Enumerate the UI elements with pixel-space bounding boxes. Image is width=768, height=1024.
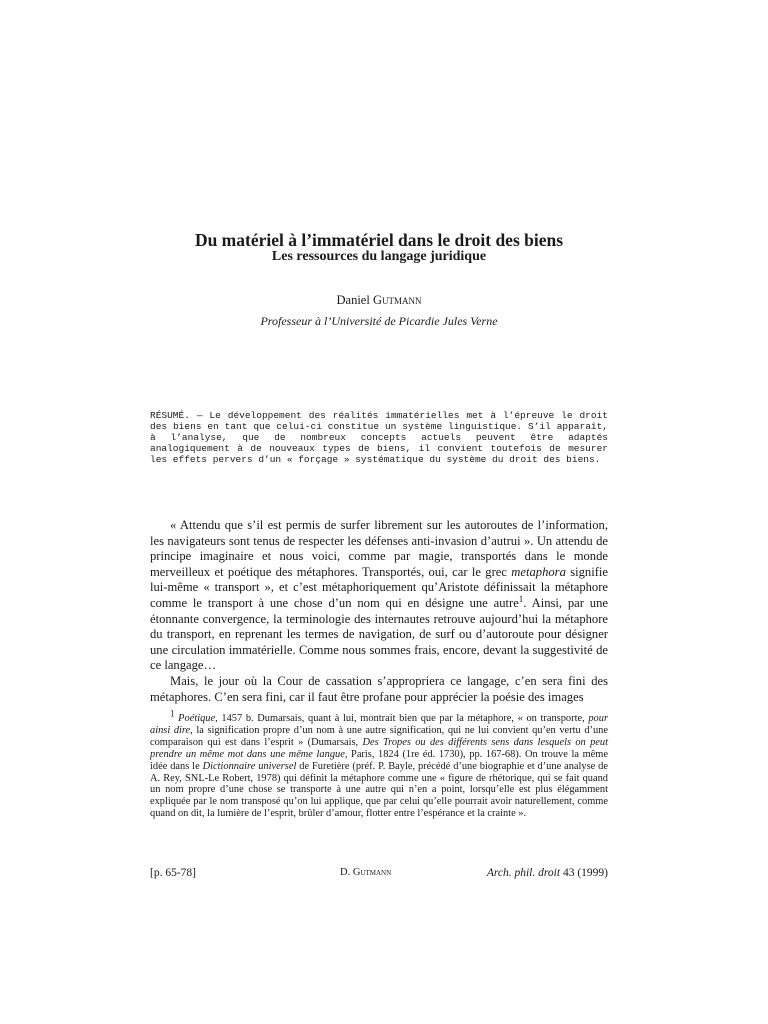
body-text bbox=[150, 518, 608, 705]
body-paragraph bbox=[150, 518, 608, 674]
author-block bbox=[150, 292, 608, 329]
footnote-span: , Paris, 1824 (1re éd. 1730), pp. 167-68). On trouve la même idée dans le bbox=[150, 748, 608, 772]
journal-name: Arch. phil. droit bbox=[486, 867, 561, 879]
footnote-italic: pour ainsi dire bbox=[150, 713, 608, 736]
page-range: [p. 65-78] bbox=[150, 867, 196, 879]
author-name bbox=[150, 292, 608, 308]
footnote-number: 1 bbox=[170, 708, 175, 719]
body-italic-term: metaphora bbox=[511, 564, 566, 579]
footnote bbox=[150, 708, 608, 820]
article-title: Du matériel à l’immatériel dans le droit des biens bbox=[194, 230, 564, 250]
body-text-span: . Ainsi, par une étonnante convergence, la terminologie des internautes retrouve aujourd’hui la métaphore du transport, en reprenant les termes de navigation, de surf ou d’autoroute pour désigner une circulation immatérielle. Comme nous sommes frais, encore, devant la suggestivité de ce langage… bbox=[150, 595, 608, 673]
abstract: RÉSUMÉ. — Le développement des réalités immatérielles met à l’épreuve le droit des biens en tant que celui-ci constitue un système linguistique. S’il apparaît, à l’analyse, que de nombreux concepts actuels peuvent être adaptés analogiquement à de nouveaux types de biens, il convient toutefois de mesurer les effets pervers d’un « forçage » systématique du système du droit des biens. bbox=[150, 410, 608, 465]
article-subtitle: Les ressources du langage juridique bbox=[271, 249, 487, 264]
footnote-italic: Des Tropes ou des différents sens dans lesquels on peut prendre un même mot dans une même langue bbox=[150, 736, 608, 760]
footnote-reference: 1 bbox=[518, 593, 524, 604]
body-text-span: signifie lui-même « transport », et c’est métaphoriquement qu’Aristote définissait la métaphore comme le transport à une chose d’un nom qui en désigne une autre bbox=[150, 564, 608, 610]
footnote-span: de Furetière (préf. P. Bayle, précédé d’une biographie et d’une analyse de A. Rey, SNL-Le Robert, 1978) qui définit la métaphore comme une « figure de rhétorique, qui se fait quand un nom propre d’une chose se transporte à une autre qui n’en a point, lorsqu’elle est plus élégamment expliquée par le nom transposé qu’on lui applique, que par celui qu’elle pourrait avoir naturellement, comme quand on dit, la lumière de l’esprit, brûler d’amour, flotter entre l’espérance et la crainte ». bbox=[150, 760, 608, 820]
author-affiliation: Professeur à l’Université de Picardie Jules Verne bbox=[260, 314, 498, 328]
body-paragraph: Mais, le jour où la Cour de cassation s’appropriera ce langage, c’en sera fini des métaphores. C’en sera fini, car il faut être profane pour apprécier la poésie des images bbox=[150, 673, 608, 704]
footnote-span: , la signification propre d’un nom à une autre signification, qui ne lui convient qu’en vertu d’une comparaison qui est dans l’esprit » (Dumarsais, bbox=[150, 724, 608, 748]
footnote-italic: Dictionnaire universel bbox=[202, 760, 297, 772]
author-first-name: Daniel bbox=[336, 293, 373, 307]
footnote-span: , 1457 b. Dumarsais, quant à lui, montrait bien que par la métaphore, « on transporte, bbox=[215, 713, 589, 724]
footnote-text bbox=[150, 708, 608, 820]
running-author: D. Gutmann bbox=[340, 867, 392, 878]
footnote-italic: Poétique bbox=[178, 713, 216, 724]
title-block bbox=[150, 231, 608, 265]
journal-citation bbox=[487, 866, 608, 880]
body-text-span: « Attendu que s’il est permis de surfer librement sur les autoroutes de l’information, les navigateurs sont tenus de respecter les défenses anti-invasion d’autrui ». Un attendu de principe imaginaire et nous voici, comme par magie, transportés dans le monde merveilleux et poétique des métaphores. Transportés, oui, car le grec bbox=[150, 518, 608, 579]
journal-volume: 43 (1999) bbox=[560, 867, 608, 879]
author-last-name: Gutmann bbox=[372, 293, 422, 307]
